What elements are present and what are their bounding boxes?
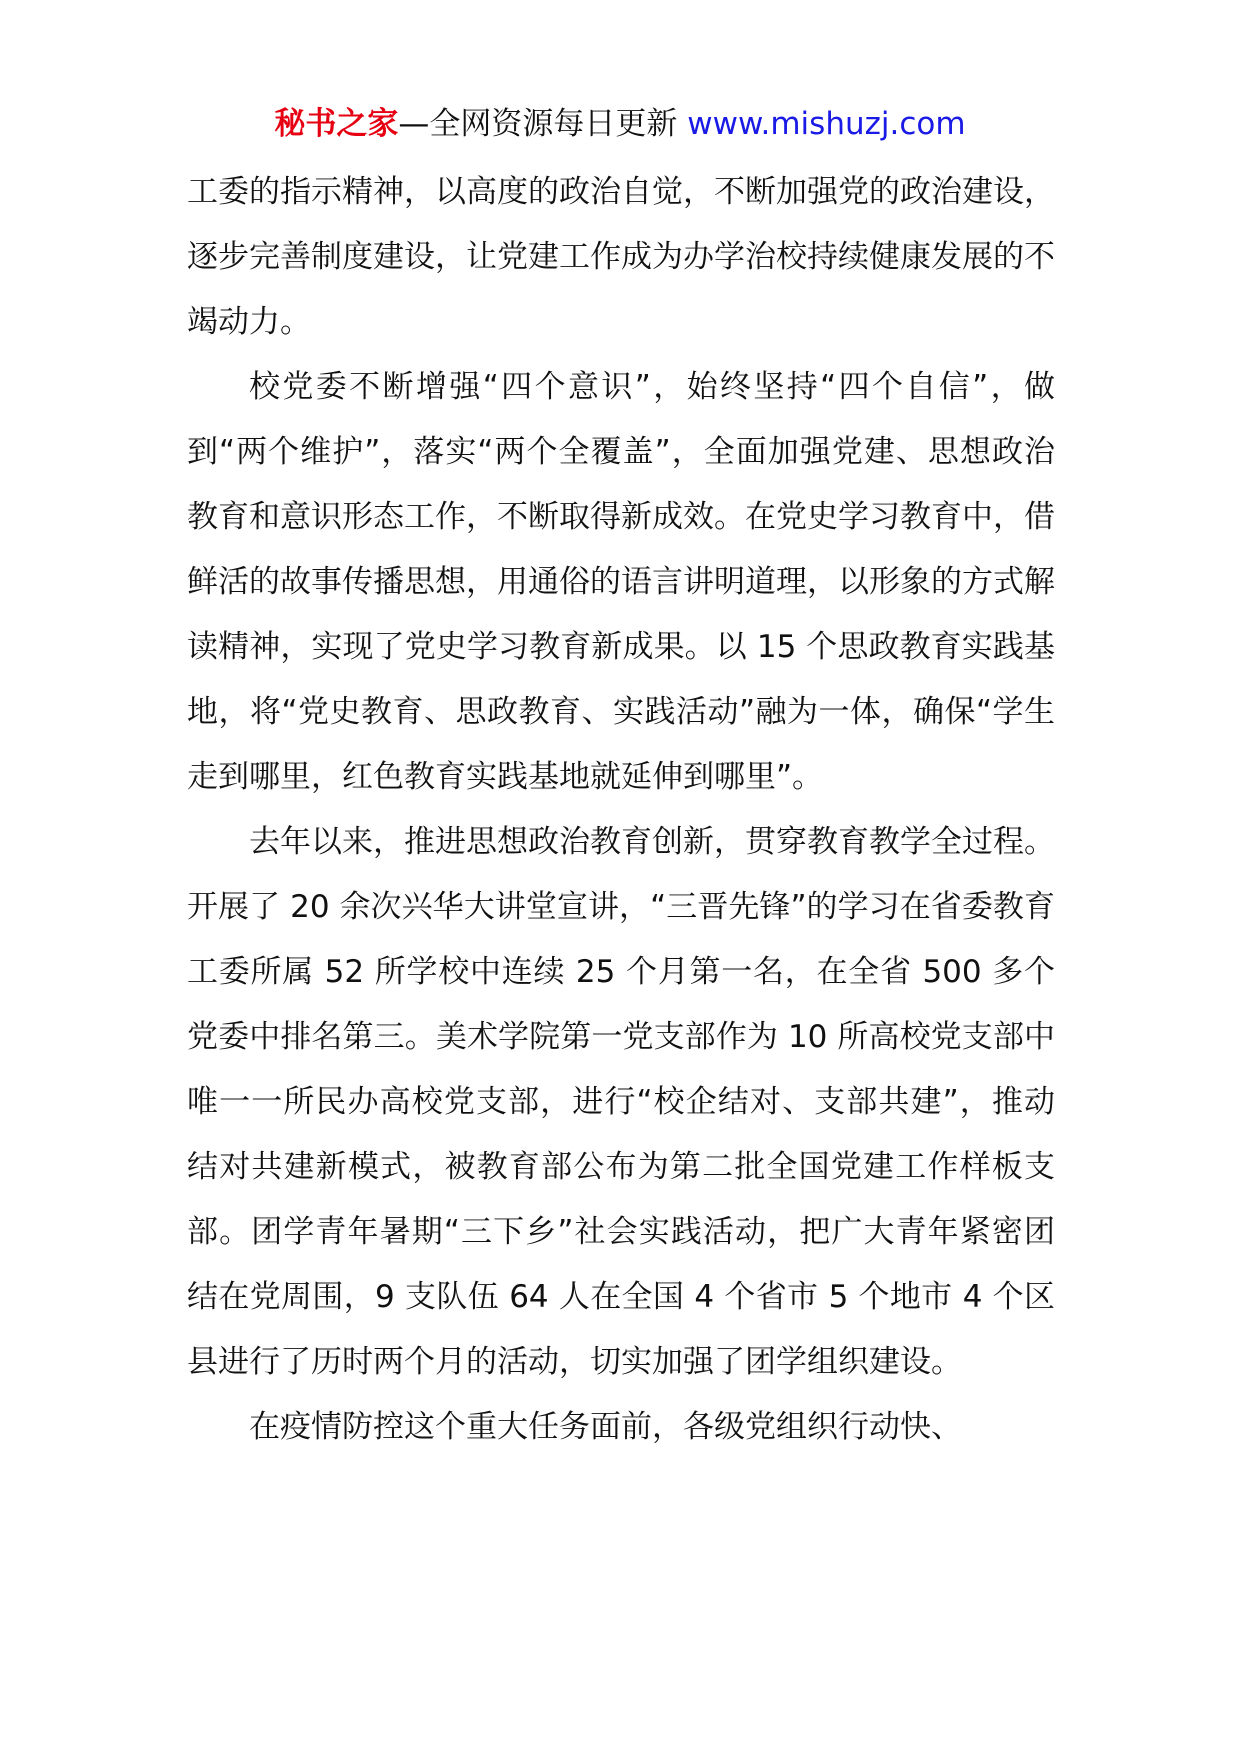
site-header [0, 100, 1240, 148]
site-url-link[interactable]: www.mishuzj.com [687, 106, 966, 142]
paragraph: 在疫情防控这个重大任务面前，各级党组织行动快、 [249, 1409, 962, 1445]
paragraph: 校党委不断增强“四个意识”，始终坚持“四个自信”，做到“两个维护”，落实“两个全覆盖”，全面加强党建、思想政治教育和意识形态工作，不断取得新成效。在党史学习教育中，借鲜活的故事传播思想，用通俗的语言讲明道理，以形象的方式解读精神，实现了党史学习教育新成果。以 15 个思政教育实践基地，将“党史教育、思政教育、实践活动”融为一体，确保“学生走到哪里，红色教育实践基地就延伸到哪里”。 [187, 369, 1055, 795]
document-body [187, 160, 1055, 1460]
site-tagline: —全网资源每日更新 [398, 106, 688, 142]
paragraph: 去年以来，推进思想政治教育创新，贯穿教育教学全过程。开展了 20 余次兴华大讲堂宣讲，“三晋先锋”的学习在省委教育工委所属 52 所学校中连续 25 个月第一名，在全省 500 多个党委中排名第三。美术学院第一党支部作为 10 所高校党支部中唯一一所民办高校党支部，进行“校企结对、支部共建”，推动结对共建新模式，被教育部公布为第二批全国党建工作样板支部。团学青年暑期“三下乡”社会实践活动，把广大青年紧密团结在党周围，9 支队伍 64 人在全国 4 个省市 5 个地市 4 个区县进行了历时两个月的活动，切实加强了团学组织建设。 [187, 824, 1055, 1380]
paragraph: 工委的指示精神，以高度的政治自觉，不断加强党的政治建设，逐步完善制度建设，让党建工作成为办学治校持续健康发展的不竭动力。 [187, 174, 1055, 340]
site-brand: 秘书之家 [274, 106, 399, 142]
